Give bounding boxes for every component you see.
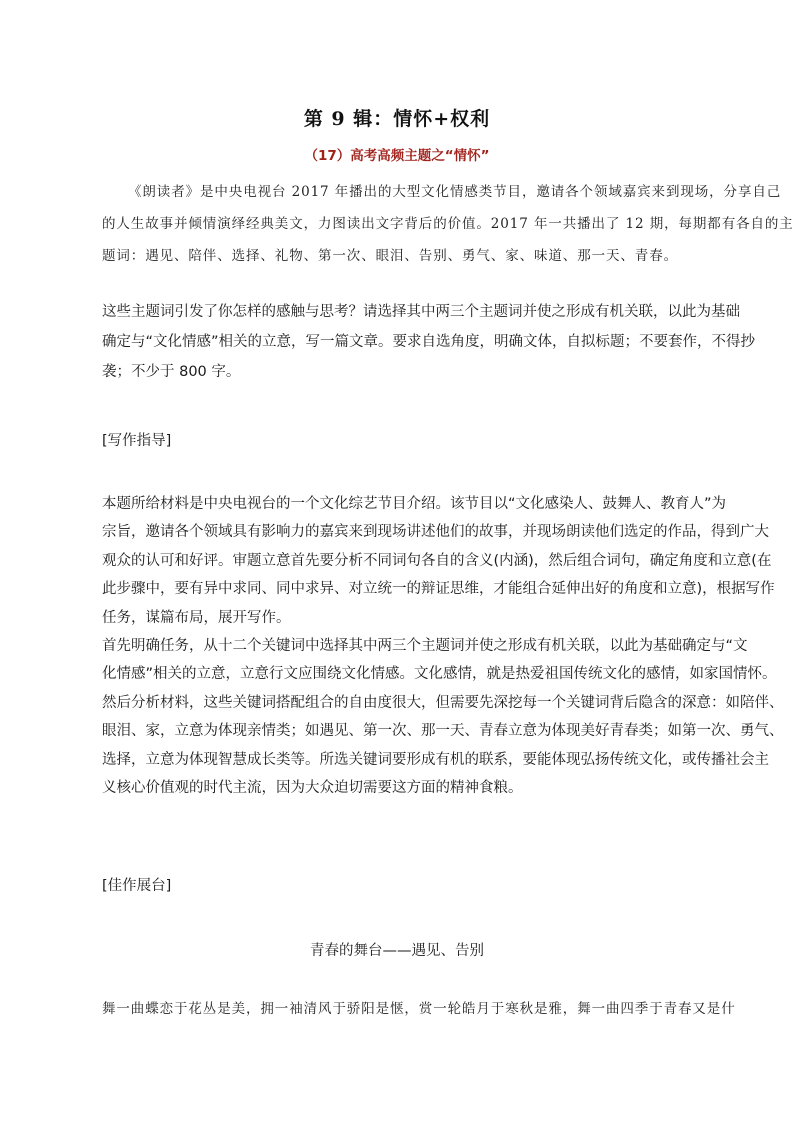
essay-line: 舞一曲蝶恋于花丛是美，拥一袖清风于骄阳是惬，赏一轮皓月于寒秋是雅，舞一曲四季于青春又是什 [102, 1001, 736, 1017]
guide-line: 任务，谋篇布局，展开写作。 [102, 609, 291, 626]
writing-guide-paragraphs [102, 490, 784, 802]
intro-paragraph [102, 176, 794, 272]
guide-line: 义核心价值观的时代主流，因为大众迫切需要这方面的精神食粮。 [102, 779, 523, 796]
essay-body [102, 994, 736, 1024]
guide-line: 本题所给材料是中央电视台的一个文化综艺节目介绍。该节目以“文化感染人、鼓舞人、教育人”为 [102, 496, 727, 512]
guide-line: 此步骤中，要有异中求同、同中求异、对立统一的辩证思维，才能组合延伸出好的角度和立意)，根据写作 [102, 581, 775, 598]
writing-guide-heading: [写作指导] [102, 433, 172, 449]
guide-line: 眼泪、家，立意为体现亲情类；如遇见、第一次、那一天、青春立意为体现美好青春类；如第一次、勇气、 [102, 723, 784, 740]
intro-line: 《朗读者》是中央电视台 2017 年播出的大型文化情感类节目，邀请各个领域嘉宾来到现场，分享自己 [128, 184, 782, 200]
intro-line: 的人生故事并倾情演绎经典美文，力图读出文字背后的价值。2017 年一共播出了 12 期，每期都有各自的主 [102, 216, 794, 232]
guide-line: 首先明确任务，从十二个关键词中选择其中两三个主题词并使之形成有机关联，以此为基础确定与“文 [102, 637, 748, 654]
document-subtitle: （17）高考高频主题之“情怀” [304, 148, 490, 164]
intro-line: 题词：遇见、陪伴、选择、礼物、第一次、眼泪、告别、勇气、家、味道、那一天、青春。 [102, 248, 678, 264]
showcase-heading: [佳作展台] [102, 878, 172, 894]
guide-line: 宗旨，邀请各个领域具有影响力的嘉宾来到现场讲述他们的故事，并现场朗读他们选定的作品，得到广大 [102, 524, 769, 541]
document-title: 第 9 辑：情怀+权利 [303, 108, 491, 130]
prompt-line: 这些主题词引发了你怎样的感触与思考？请选择其中两三个主题词并使之形成有机关联，以此为基础 [102, 304, 740, 320]
guide-line: 观众的认可和好评。审题立意首先要分析不同词句各自的含义(内涵)，然后组合词句，确定角度和立意(在 [102, 552, 772, 569]
prompt-line: 袭；不少于 800 字。 [102, 364, 241, 380]
prompt-line: 确定与“文化情感”相关的立意，写一篇文章。要求自选角度，明确文体，自拟标题；不要套作，不得抄 [102, 334, 756, 350]
guide-line: 化情感”相关的立意，立意行文应围绕文化情感。文化感情，就是热爱祖国传统文化的感情，如家国情怀。 [102, 666, 777, 683]
essay-title: 青春的舞台——遇见、告别 [310, 943, 484, 959]
prompt-paragraph [102, 297, 756, 387]
guide-line: 然后分析材料，这些关键词搭配组合的自由度很大，但需要先深挖每一个关键词背后隐含的深意：如陪伴、 [102, 694, 784, 711]
guide-line: 选择，立意为体现智慧成长类等。所选关键词要形成有机的联系，要能体现弘扬传统文化，或传播社会主 [102, 751, 769, 768]
